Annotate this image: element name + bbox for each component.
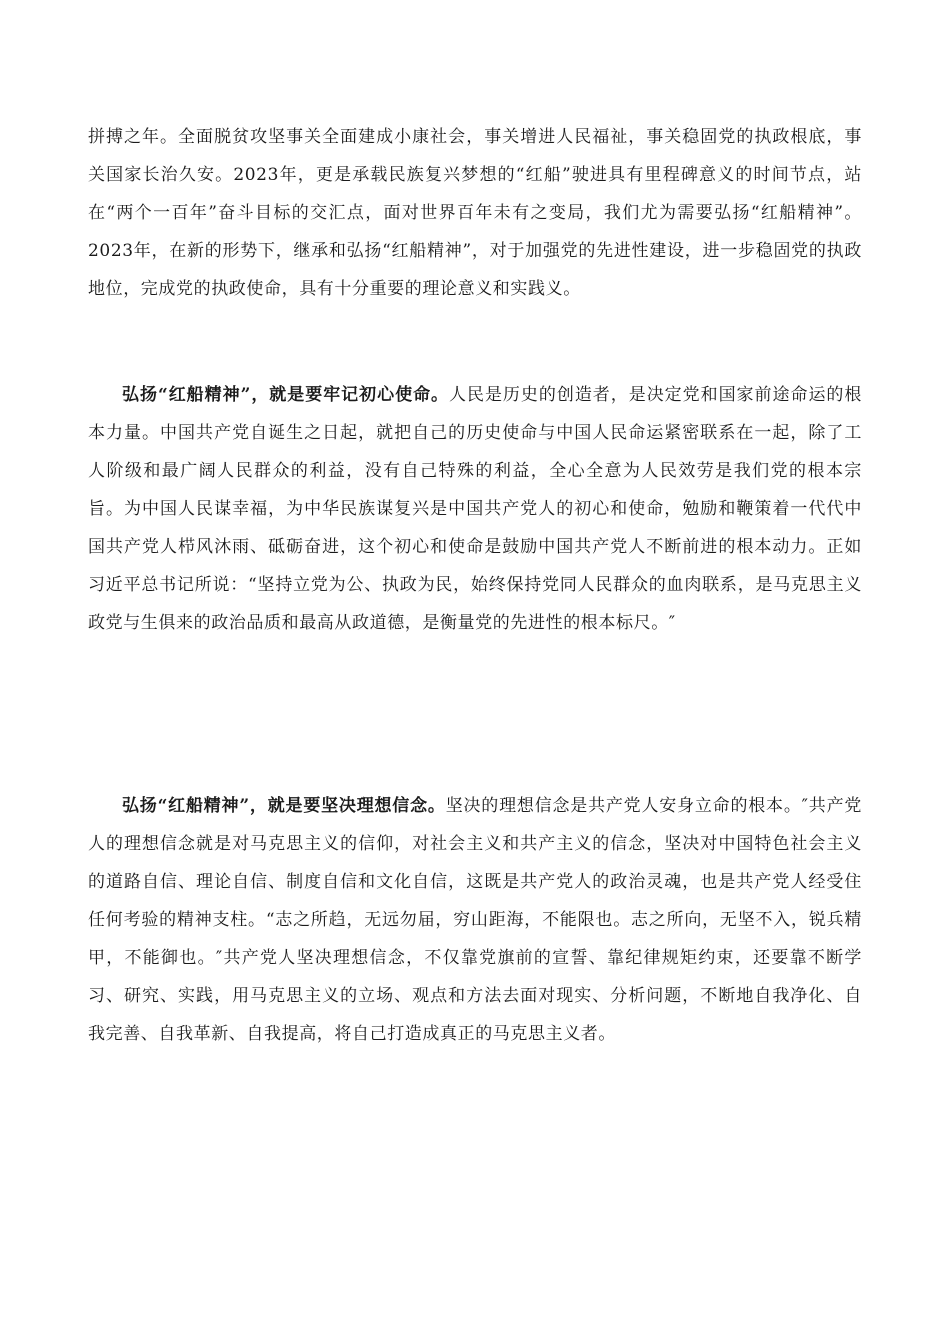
paragraph-3 — [88, 787, 862, 1053]
paragraph-2-text: 人民是历史的创造者，是决定党和国家前途命运的根本力量。中国共产党自诞生之日起，就把自己的历史使命与中国人民命运紧密联系在一起，除了工人阶级和最广阔人民群众的利益，没有自己特殊的利益，全心全意为人民效劳是我们党的根本宗旨。为中国人民谋幸福，为中华民族谋复兴是中国共产党人的初心和使命，勉励和鞭策着一代代中国共产党人栉风沐雨、砥砺奋进，这个初心和使命是鼓励中国共产党人不断前进的根本动力。正如习近平总书记所说：“坚持立党为公、执政为民，始终保持党同人民群众的血肉联系，是马克思主义政党与生俱来的政治品质和最高从政道德，是衡量党的先进性的根本标尺。″ — [88, 385, 862, 633]
paragraph-3-body — [88, 787, 862, 1053]
paragraph-3-lead: 弘扬“红船精神”，就是要坚决理想信念。 — [122, 796, 446, 816]
paragraph-2-lead: 弘扬“红船精神”，就是要牢记初心使命。 — [122, 385, 450, 405]
paragraph-1 — [88, 118, 862, 308]
paragraph-1-body — [88, 118, 862, 308]
paragraph-2 — [88, 376, 862, 642]
paragraph-2-body — [88, 376, 862, 642]
paragraph-3-text: 坚决的理想信念是共产党人安身立命的根本。″共产党人的理想信念就是对马克思主义的信仰，对社会主义和共产主义的信念，坚决对中国特色社会主义的道路自信、理论自信、制度自信和文化自信，这既是共产党人的政治灵魂，也是共产党人经受住任何考验的精神支柱。“志之所趋，无远勿届，穷山距海，不能限也。志之所向，无坚不入，锐兵精甲，不能御也。″共产党人坚决理想信念，不仅靠党旗前的宣誓、靠纪律规矩约束，还要靠不断学习、研究、实践，用马克思主义的立场、观点和方法去面对现实、分析问题，不断地自我净化、自我完善、自我革新、自我提高，将自己打造成真正的马克思主义者。 — [88, 796, 862, 1044]
paragraph-1-text: 拼搏之年。全面脱贫攻坚事关全面建成小康社会，事关增进人民福祉，事关稳固党的执政根底，事关国家长治久安。2023年，更是承载民族复兴梦想的“红船”驶进具有里程碑意义的时间节点，站在“两个一百年”奋斗目标的交汇点，面对世界百年未有之变局，我们尤为需要弘扬“红船精神”。2023年，在新的形势下，继承和弘扬“红船精神”，对于加强党的先进性建设，进一步稳固党的执政地位，完成党的执政使命，具有十分重要的理论意义和实践义。 — [88, 127, 862, 299]
